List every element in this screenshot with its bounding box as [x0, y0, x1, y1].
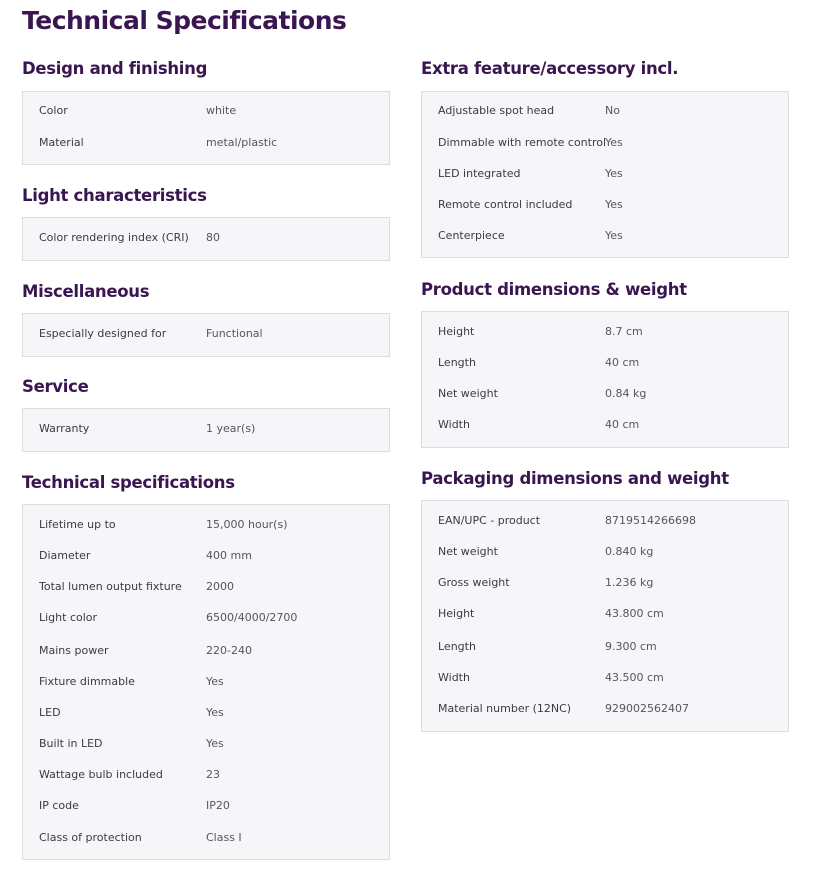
section-packaging-dimensions: [421, 468, 789, 715]
spec-value: Yes: [605, 229, 623, 242]
spec-box: [22, 408, 390, 452]
spec-row: [23, 705, 389, 721]
spec-row: [23, 326, 389, 342]
spec-label: Mains power: [39, 644, 109, 657]
spec-row: [23, 643, 389, 659]
spec-row: [422, 324, 788, 340]
spec-value: 2000: [206, 580, 234, 593]
spec-value: Functional: [206, 327, 263, 340]
spec-value: 400 mm: [206, 549, 252, 562]
spec-label: Height: [438, 607, 475, 620]
spec-label: LED: [39, 706, 61, 719]
section-title: Miscellaneous: [22, 282, 150, 301]
spec-box: [421, 311, 789, 448]
spec-label: Width: [438, 671, 470, 684]
spec-label: Material: [39, 136, 84, 149]
spec-value: 9.300 cm: [605, 640, 657, 653]
section-miscellaneous: [22, 281, 390, 340]
spec-value: Yes: [206, 706, 224, 719]
spec-row: [422, 417, 788, 433]
spec-row: [422, 228, 788, 244]
spec-row: [422, 544, 788, 560]
spec-row: [422, 166, 788, 182]
spec-row: [23, 830, 389, 846]
section-extra-feature-accessory: [421, 58, 789, 242]
spec-row: [23, 736, 389, 752]
spec-value: 0.84 kg: [605, 387, 647, 400]
spec-row: [422, 135, 788, 151]
spec-value: white: [206, 104, 237, 117]
spec-value: 0.840 kg: [605, 545, 654, 558]
spec-value: IP20: [206, 799, 230, 812]
spec-value: 6500/4000/2700: [206, 611, 298, 624]
spec-value: No: [605, 104, 620, 117]
spec-value: 43.500 cm: [605, 671, 664, 684]
spec-value: 40 cm: [605, 418, 640, 431]
spec-label: Length: [438, 356, 476, 369]
spec-row: [23, 767, 389, 783]
page-title: Technical Specifications: [22, 6, 347, 35]
spec-row: [422, 670, 788, 686]
spec-label: Adjustable spot head: [438, 104, 555, 117]
spec-label: Warranty: [39, 422, 90, 435]
section-light-characteristics: [22, 185, 390, 244]
section-product-dimensions: [421, 279, 789, 431]
section-title: Technical specifications: [22, 473, 235, 492]
spec-row: [23, 610, 389, 626]
spec-label: EAN/UPC - product: [438, 514, 541, 527]
section-title: Extra feature/accessory incl.: [421, 59, 679, 78]
spec-label: Class of protection: [39, 831, 142, 844]
section-design-and-finishing: [22, 58, 390, 149]
spec-box: [421, 91, 789, 258]
spec-label: Lifetime up to: [39, 518, 116, 531]
spec-label: Wattage bulb included: [39, 768, 163, 781]
spec-value: metal/plastic: [206, 136, 278, 149]
spec-label: Total lumen output fixture: [39, 580, 182, 593]
spec-label: Built in LED: [39, 737, 103, 750]
section-title: Design and finishing: [22, 59, 208, 78]
spec-value: 15,000 hour(s): [206, 518, 288, 531]
section-service: [22, 376, 390, 435]
spec-row: [23, 674, 389, 690]
section-title: Product dimensions & weight: [421, 280, 687, 299]
spec-value: Yes: [605, 198, 623, 211]
spec-row: [23, 579, 389, 595]
spec-label: Material number (12NC): [438, 702, 572, 715]
spec-label: Height: [438, 325, 475, 338]
spec-value: 8.7 cm: [605, 325, 643, 338]
spec-row: [422, 639, 788, 655]
spec-row: [23, 798, 389, 814]
section-title: Service: [22, 377, 89, 396]
spec-value: Class I: [206, 831, 242, 844]
spec-value: Yes: [206, 737, 224, 750]
spec-value: 220-240: [206, 644, 252, 657]
spec-row: [422, 103, 788, 119]
spec-value: Yes: [605, 136, 623, 149]
spec-label: Net weight: [438, 545, 498, 558]
spec-row: [23, 230, 389, 246]
spec-label: Remote control included: [438, 198, 573, 211]
spec-label: IP code: [39, 799, 79, 812]
spec-row: [23, 135, 389, 151]
spec-row: [422, 386, 788, 402]
spec-label: Centerpiece: [438, 229, 505, 242]
spec-box: [22, 504, 390, 860]
spec-row: [422, 513, 788, 529]
spec-row: [422, 606, 788, 622]
spec-value: 1 year(s): [206, 422, 256, 435]
spec-label: Color rendering index (CRI): [39, 231, 189, 244]
spec-value: 929002562407: [605, 702, 689, 715]
spec-row: [23, 103, 389, 119]
spec-value: 1.236 kg: [605, 576, 654, 589]
spec-label: Especially designed for: [39, 327, 167, 340]
section-title: Packaging dimensions and weight: [421, 469, 729, 488]
spec-label: Fixture dimmable: [39, 675, 135, 688]
spec-row: [422, 355, 788, 371]
spec-box: [22, 217, 390, 261]
spec-label: Color: [39, 104, 68, 117]
spec-value: 23: [206, 768, 220, 781]
spec-label: LED integrated: [438, 167, 521, 180]
spec-box: [421, 500, 789, 732]
spec-row: [23, 548, 389, 564]
spec-value: Yes: [206, 675, 224, 688]
section-title: Light characteristics: [22, 186, 207, 205]
spec-label: Gross weight: [438, 576, 510, 589]
spec-box: [22, 91, 390, 165]
spec-row: [422, 701, 788, 717]
section-technical-specifications: [22, 472, 390, 844]
spec-label: Net weight: [438, 387, 498, 400]
spec-box: [22, 313, 390, 357]
spec-row: [23, 517, 389, 533]
spec-value: 43.800 cm: [605, 607, 664, 620]
spec-value: 40 cm: [605, 356, 640, 369]
spec-row: [23, 421, 389, 437]
spec-label: Dimmable with remote control: [438, 136, 607, 149]
spec-label: Length: [438, 640, 476, 653]
spec-value: Yes: [605, 167, 623, 180]
spec-value: 80: [206, 231, 220, 244]
spec-row: [422, 575, 788, 591]
spec-row: [422, 197, 788, 213]
spec-label: Light color: [39, 611, 98, 624]
spec-label: Width: [438, 418, 470, 431]
spec-label: Diameter: [39, 549, 91, 562]
spec-value: 8719514266698: [605, 514, 696, 527]
